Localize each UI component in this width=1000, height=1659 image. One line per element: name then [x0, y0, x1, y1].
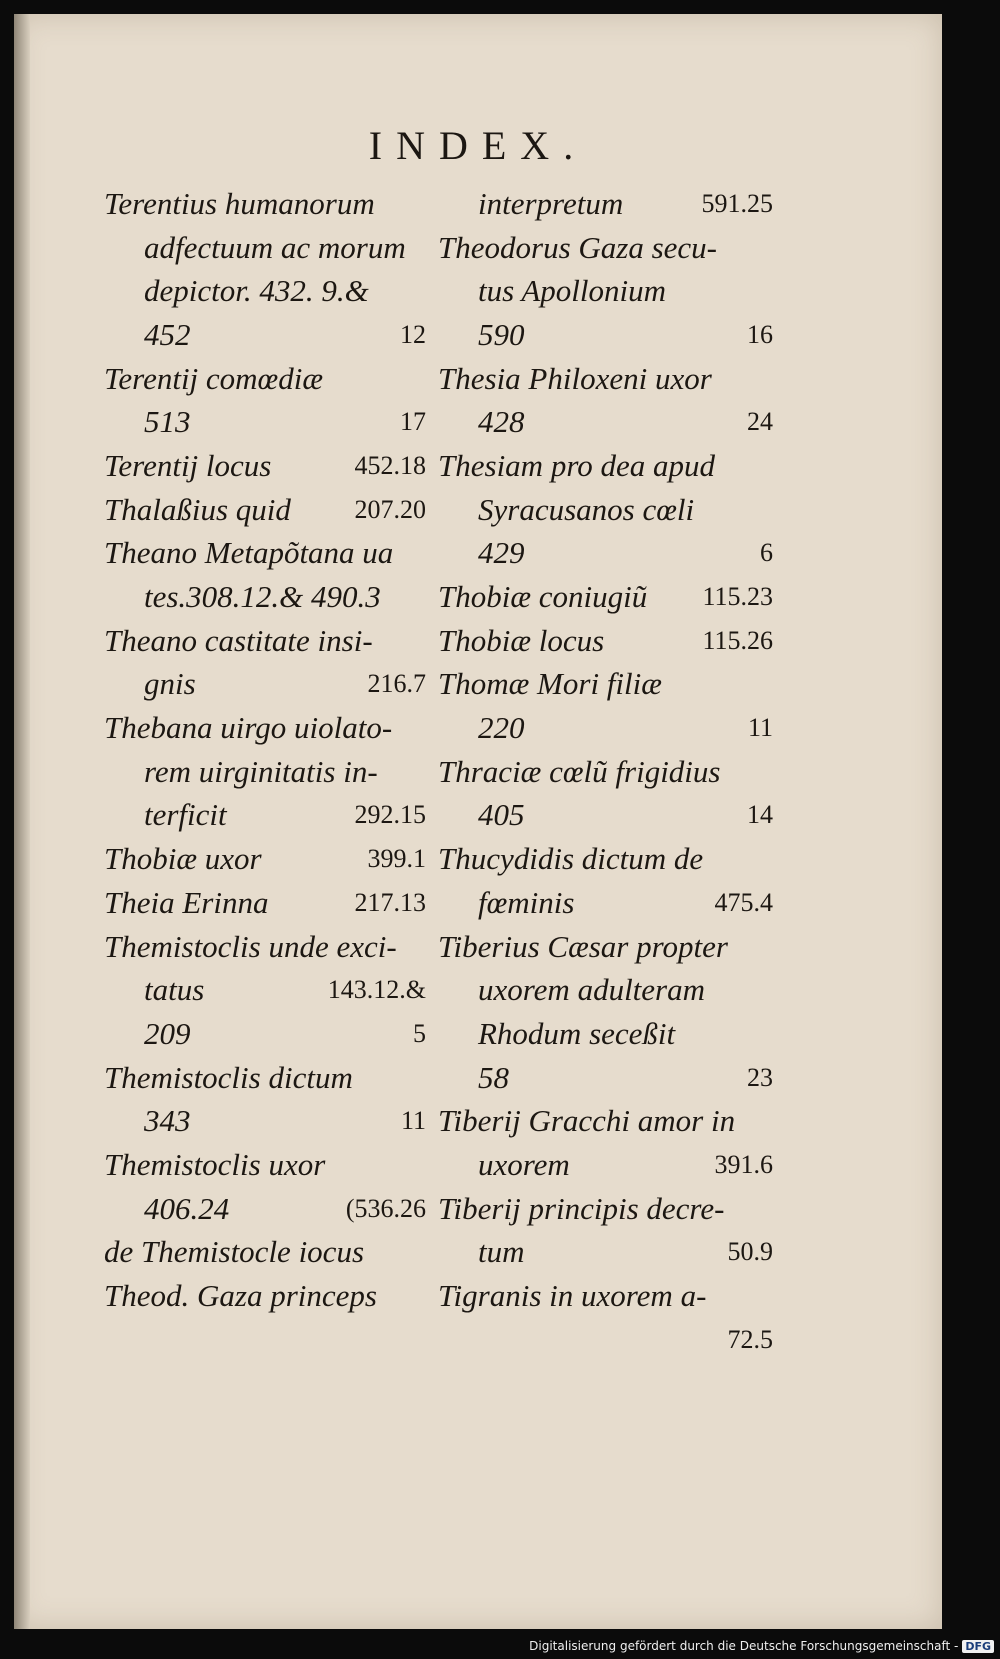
digitization-footer	[529, 1639, 994, 1653]
entry-page-ref: 11	[400, 1106, 426, 1136]
index-entry-line	[104, 794, 426, 838]
index-entry-line	[104, 1274, 426, 1318]
dfg-logo: DFG	[962, 1640, 994, 1653]
index-entry-line	[104, 750, 426, 794]
index-entry-line	[438, 925, 773, 969]
entry-page-ref: 72.5	[727, 1324, 773, 1354]
index-entry-line	[104, 663, 426, 707]
entry-text: Thomæ Mori filiæ	[438, 666, 662, 702]
entry-text: Tiberius Cæsar propter	[438, 928, 728, 964]
page-spine-shadow	[14, 14, 30, 1629]
entry-page-ref: 399.1	[367, 844, 426, 874]
entry-text: tum	[478, 1234, 525, 1270]
index-entry-line	[104, 1012, 426, 1056]
entry-text: depictor. 432. 9.&	[144, 273, 369, 309]
index-entry-line	[438, 1231, 773, 1275]
entry-text: 429	[478, 535, 525, 571]
entry-text: interpretum	[478, 185, 624, 221]
index-entry-line	[104, 1099, 426, 1143]
entry-text: Rhodum seceßit	[478, 1015, 676, 1051]
index-entry-line	[438, 1143, 773, 1187]
entry-text: 406.24	[144, 1190, 230, 1226]
index-entry-line	[438, 575, 773, 619]
entry-text: Theia Erinna	[104, 884, 269, 920]
entry-text: Tiberij Gracchi amor in	[438, 1103, 736, 1139]
entry-page-ref: 216.7	[367, 669, 426, 699]
entry-text: Thesiam pro dea apud	[438, 447, 715, 483]
entry-text: 428	[478, 404, 525, 440]
entry-page-ref: 207.20	[354, 494, 426, 524]
entry-text: 220	[478, 710, 525, 746]
entry-page-ref: 24	[747, 407, 773, 437]
entry-text: Terentius humanorum	[104, 185, 375, 221]
index-entry-line	[438, 1187, 773, 1231]
entry-page-ref: 591.25	[701, 188, 773, 218]
index-entry-line	[104, 925, 426, 969]
entry-page-ref: 17	[400, 407, 426, 437]
entry-page-ref: 217.13	[354, 887, 426, 917]
entry-page-ref: 14	[747, 800, 773, 830]
entry-text: Themistoclis unde exci-	[104, 928, 397, 964]
entry-page-ref: 475.4	[714, 887, 773, 917]
entry-text: Theano castitate insi-	[104, 622, 373, 658]
index-entry-line	[438, 444, 773, 488]
index-entry-line	[438, 1099, 773, 1143]
index-entry-line	[104, 313, 426, 357]
footer-credit-text: Digitalisierung gefördert durch die Deutsche Forschungsgemeinschaft -	[529, 1639, 959, 1653]
index-entry-line	[104, 226, 426, 270]
index-entry-line	[104, 357, 426, 401]
index-entry-line	[438, 1274, 773, 1318]
index-entry-line	[438, 313, 773, 357]
entry-text: rem uirginitatis in-	[144, 753, 378, 789]
entry-page-ref: 16	[747, 319, 773, 349]
index-entry-line	[438, 968, 773, 1012]
index-entry-line	[438, 1012, 773, 1056]
entry-text: Tigranis in uxorem a-	[438, 1278, 707, 1314]
entry-text: Theod. Gaza princeps	[104, 1278, 377, 1314]
page-heading: INDEX.	[368, 123, 588, 168]
index-entry-line	[438, 182, 773, 226]
entry-text: tus Apollonium	[478, 273, 667, 309]
entry-text: Thobiæ coniugiũ	[438, 579, 648, 615]
entry-text: uxorem	[478, 1146, 570, 1182]
entry-text: uxorem adulteram	[478, 972, 706, 1008]
index-column-right	[438, 182, 773, 1362]
entry-text: tatus	[144, 972, 205, 1008]
index-entry-line	[104, 706, 426, 750]
entry-text: 513	[144, 404, 191, 440]
index-entry-line	[104, 1187, 426, 1231]
index-entry-line	[104, 400, 426, 444]
index-entry-line	[104, 881, 426, 925]
entry-page-ref: (536.26	[345, 1193, 426, 1223]
index-entry-line	[438, 706, 773, 750]
entry-text: de Themistocle iocus	[104, 1234, 365, 1270]
index-entry-line	[104, 575, 426, 619]
entry-text: Syracusanos cœli	[478, 491, 695, 527]
entry-text: terficit	[144, 797, 227, 833]
entry-text: tes.308.12.& 490.3	[144, 579, 381, 615]
index-entry-line	[438, 619, 773, 663]
index-entry-line	[438, 881, 773, 925]
index-column-left	[104, 182, 426, 1318]
entry-text: Thraciæ cœlũ frigidius	[438, 753, 721, 789]
index-entry-line	[438, 532, 773, 576]
index-entry-line	[104, 182, 426, 226]
index-entry-line	[104, 968, 426, 1012]
index-entry-line	[438, 488, 773, 532]
entry-text: Tiberij principis decre-	[438, 1190, 725, 1226]
index-entry-line	[438, 794, 773, 838]
entry-page-ref: 115.26	[702, 625, 773, 655]
index-entry-line	[104, 619, 426, 663]
entry-page-ref: 12	[400, 319, 426, 349]
entry-text: 452	[144, 316, 191, 352]
index-entry-line	[438, 226, 773, 270]
entry-text: Thesia Philoxeni uxor	[438, 360, 712, 396]
entry-text: Theodorus Gaza secu-	[438, 229, 717, 265]
entry-text: Terentij comœdiæ	[104, 360, 324, 396]
entry-text: Terentij locus	[104, 447, 272, 483]
entry-text: 58	[478, 1059, 509, 1095]
entry-text: Theano Metapõtana ua	[104, 535, 394, 571]
index-entry-line	[438, 837, 773, 881]
entry-page-ref: 23	[747, 1062, 773, 1092]
entry-page-ref: 11	[747, 713, 773, 743]
entry-page-ref: 143.12.&	[327, 975, 426, 1005]
index-entry-line	[104, 1056, 426, 1100]
index-entry-line	[438, 400, 773, 444]
entry-text: 209	[144, 1015, 191, 1051]
index-entry-line	[104, 444, 426, 488]
index-entry-line	[438, 357, 773, 401]
entry-page-ref: 6	[760, 538, 773, 568]
entry-page-ref: 391.6	[714, 1149, 773, 1179]
entry-text: adfectuum ac morum	[144, 229, 406, 265]
index-entry-line	[438, 1318, 773, 1362]
index-entry-line	[104, 1143, 426, 1187]
entry-page-ref: 5	[413, 1018, 426, 1048]
entry-page-ref: 115.23	[702, 582, 773, 612]
entry-page-ref: 50.9	[727, 1237, 773, 1267]
entry-text: 343	[144, 1103, 191, 1139]
entry-page-ref: 452.18	[354, 450, 426, 480]
entry-text: 405	[478, 797, 525, 833]
entry-text: Thebana uirgo uiolato-	[104, 710, 393, 746]
entry-text: Themistoclis dictum	[104, 1059, 353, 1095]
entry-page-ref: 292.15	[354, 800, 426, 830]
book-page	[14, 14, 942, 1629]
index-entry-line	[438, 1056, 773, 1100]
entry-text: Thobiæ uxor	[104, 841, 262, 877]
index-entry-line	[104, 532, 426, 576]
index-entry-line	[104, 488, 426, 532]
entry-text: Thucydidis dictum de	[438, 841, 704, 877]
index-entry-line	[104, 1231, 426, 1275]
index-entry-line	[438, 663, 773, 707]
index-entry-line	[438, 750, 773, 794]
entry-text: gnis	[144, 666, 196, 702]
index-entry-line	[104, 269, 426, 313]
entry-text: Themistoclis uxor	[104, 1146, 326, 1182]
entry-text: 590	[478, 316, 525, 352]
index-entry-line	[104, 837, 426, 881]
entry-text: Thalaßius quid	[104, 491, 291, 527]
entry-text: fœminis	[478, 884, 575, 920]
entry-text: Thobiæ locus	[438, 622, 605, 658]
index-entry-line	[438, 269, 773, 313]
